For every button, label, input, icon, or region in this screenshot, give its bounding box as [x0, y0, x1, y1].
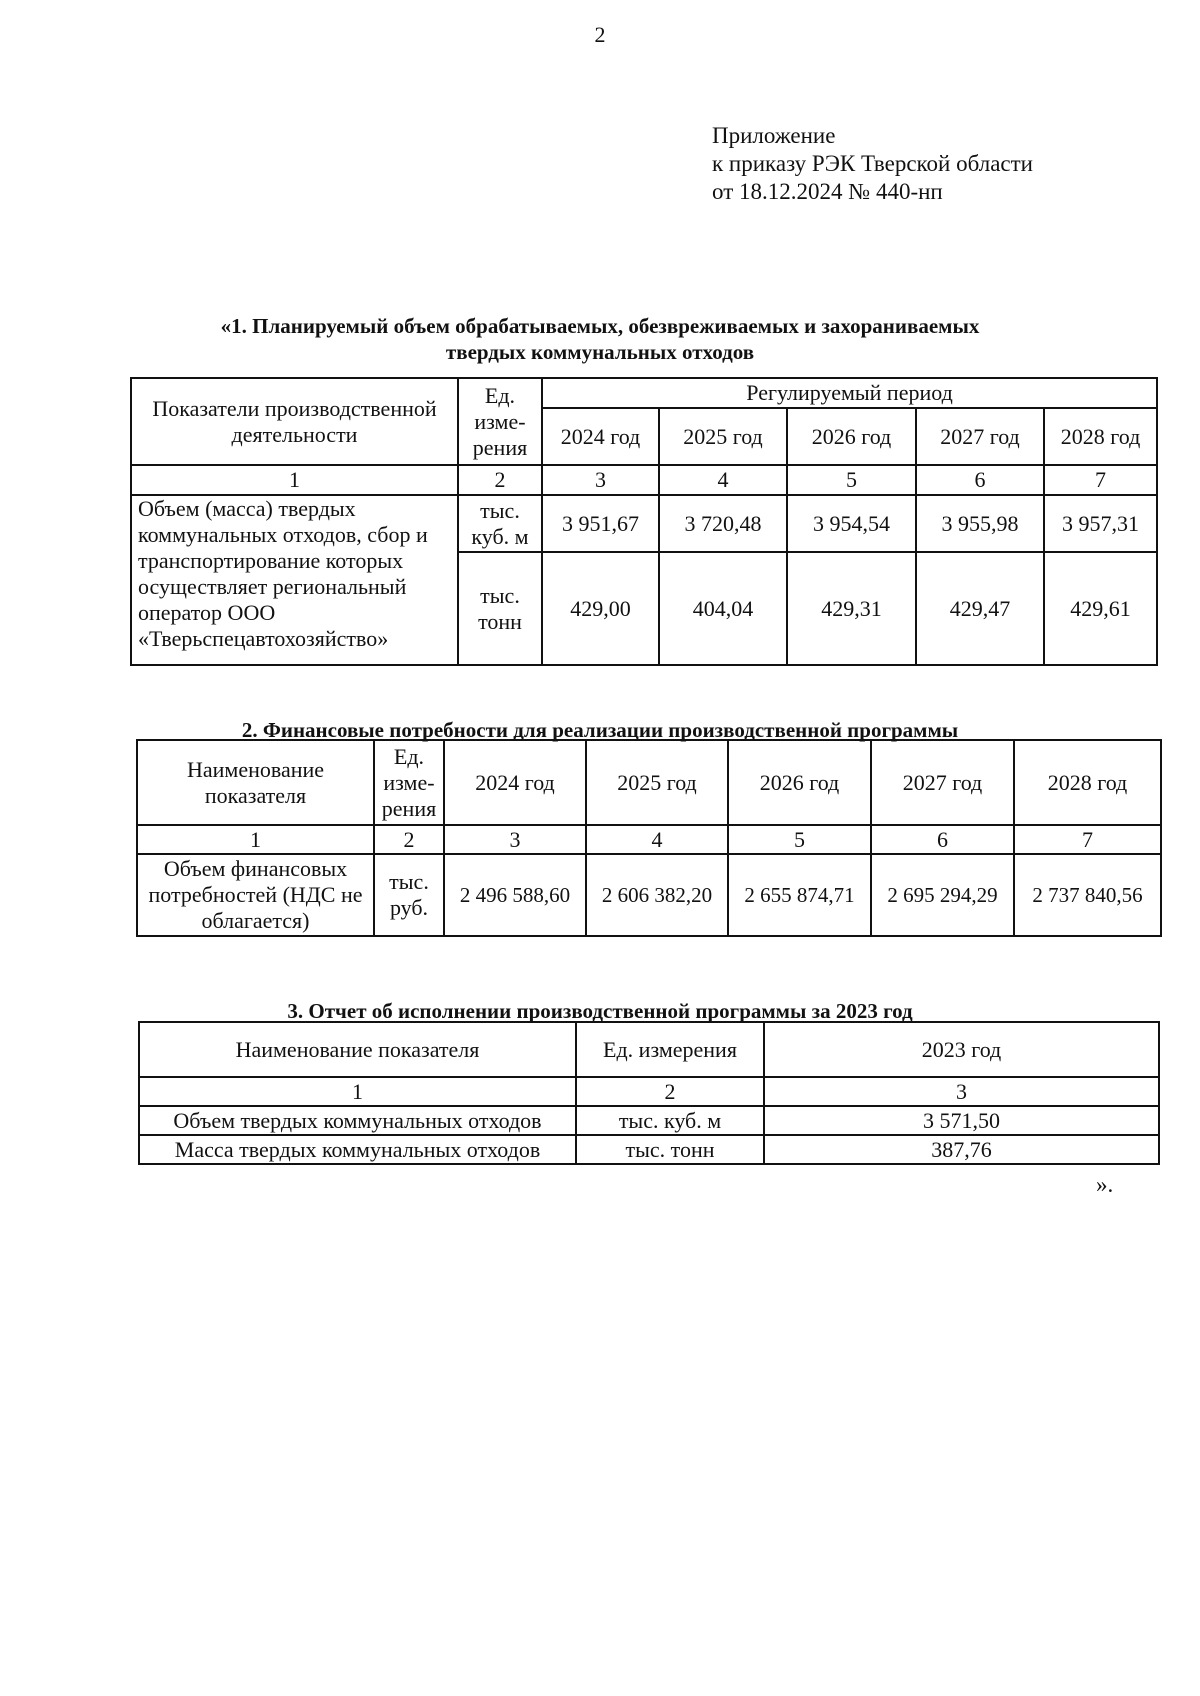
header-period: Регулируемый период [542, 378, 1157, 408]
value-cell: 404,04 [659, 552, 787, 665]
header-name: Наименование показателя [137, 740, 374, 825]
appendix-line: к приказу РЭК Тверской области [712, 151, 1033, 176]
section1-title [0, 313, 1200, 365]
value-cell: 429,31 [787, 552, 916, 665]
value-cell: 3 955,98 [916, 495, 1044, 552]
indicator-name: Объем финансовых потребностей (НДС не облагается) [137, 854, 374, 936]
table-row [139, 1135, 1159, 1164]
value-cell: 387,76 [764, 1135, 1159, 1164]
column-number: 6 [871, 825, 1014, 854]
table-report-2023 [138, 1021, 1160, 1165]
header-year: 2026 год [787, 408, 916, 465]
value-cell: 2 496 588,60 [444, 854, 586, 936]
column-number: 1 [137, 825, 374, 854]
column-number: 1 [139, 1077, 576, 1106]
section2-title: 2. Финансовые потребности для реализации производственной программы [241, 718, 959, 742]
value-cell: 3 720,48 [659, 495, 787, 552]
unit-cell: тыс. куб. м [576, 1106, 764, 1135]
header-year: 2027 год [871, 740, 1014, 825]
value-cell: 429,61 [1044, 552, 1157, 665]
value-cell: 2 695 294,29 [871, 854, 1014, 936]
column-number: 3 [444, 825, 586, 854]
indicator-name: Объем (масса) твердых коммунальных отходов, сбор и транспортирование которых осуществляет региональный оператор ООО «Тверьспецавтохозяйство» [131, 495, 458, 665]
unit-cell: тыс. руб. [374, 854, 444, 936]
value-cell: 2 737 840,56 [1014, 854, 1161, 936]
appendix-line: Приложение [712, 123, 836, 148]
table-row [131, 495, 1157, 552]
column-number: 5 [728, 825, 871, 854]
column-number: 2 [576, 1077, 764, 1106]
table-header-row [139, 1022, 1159, 1077]
header-year: 2024 год [444, 740, 586, 825]
indicator-name: Объем твердых коммунальных отходов [139, 1106, 576, 1135]
header-indicator: Показатели производственной деятельности [131, 378, 458, 465]
table-header-row [131, 378, 1157, 408]
appendix-header [712, 122, 1033, 206]
table-planned-volume [130, 377, 1158, 666]
table-column-numbers-row [131, 465, 1157, 495]
value-cell: 429,00 [542, 552, 659, 665]
header-year: 2026 год [728, 740, 871, 825]
column-number: 6 [916, 465, 1044, 495]
table-column-numbers-row [137, 825, 1161, 854]
table-row [139, 1106, 1159, 1135]
column-number: 4 [659, 465, 787, 495]
header-year: 2025 год [659, 408, 787, 465]
page-number: 2 [594, 22, 606, 47]
table-column-numbers-row [139, 1077, 1159, 1106]
column-number: 7 [1014, 825, 1161, 854]
value-cell: 3 957,31 [1044, 495, 1157, 552]
column-number: 3 [542, 465, 659, 495]
value-cell: 3 951,67 [542, 495, 659, 552]
header-unit: Ед. изме- рения [374, 740, 444, 825]
header-year: 2028 год [1044, 408, 1157, 465]
closing-quote: ». [1096, 1172, 1114, 1197]
value-cell: 2 606 382,20 [586, 854, 728, 936]
header-year: 2023 год [764, 1022, 1159, 1077]
value-cell: 2 655 874,71 [728, 854, 871, 936]
header-year: 2024 год [542, 408, 659, 465]
header-year: 2025 год [586, 740, 728, 825]
column-number: 2 [458, 465, 542, 495]
table-financial-needs [136, 739, 1162, 937]
table-header-row [137, 740, 1161, 825]
header-year: 2028 год [1014, 740, 1161, 825]
column-number: 7 [1044, 465, 1157, 495]
value-cell: 3 954,54 [787, 495, 916, 552]
table-row [137, 854, 1161, 936]
header-unit: Ед. изме- рения [458, 378, 542, 465]
indicator-name: Масса твердых коммунальных отходов [139, 1135, 576, 1164]
header-name: Наименование показателя [139, 1022, 576, 1077]
unit-cell: тыс. тонн [576, 1135, 764, 1164]
appendix-line: от 18.12.2024 № 440-нп [712, 179, 943, 204]
header-year: 2027 год [916, 408, 1044, 465]
column-number: 1 [131, 465, 458, 495]
column-number: 3 [764, 1077, 1159, 1106]
column-number: 2 [374, 825, 444, 854]
header-unit: Ед. измерения [576, 1022, 764, 1077]
column-number: 5 [787, 465, 916, 495]
value-cell: 429,47 [916, 552, 1044, 665]
section1-title-line1: «1. Планируемый объем обрабатываемых, обезвреживаемых и захораниваемых [220, 314, 980, 338]
unit-cell: тыс. куб. м [458, 495, 542, 552]
unit-cell: тыс. тонн [458, 552, 542, 665]
section1-title-line2: твердых коммунальных отходов [445, 340, 755, 364]
column-number: 4 [586, 825, 728, 854]
value-cell: 3 571,50 [764, 1106, 1159, 1135]
section3-title: 3. Отчет об исполнении производственной программы за 2023 год [287, 999, 913, 1023]
